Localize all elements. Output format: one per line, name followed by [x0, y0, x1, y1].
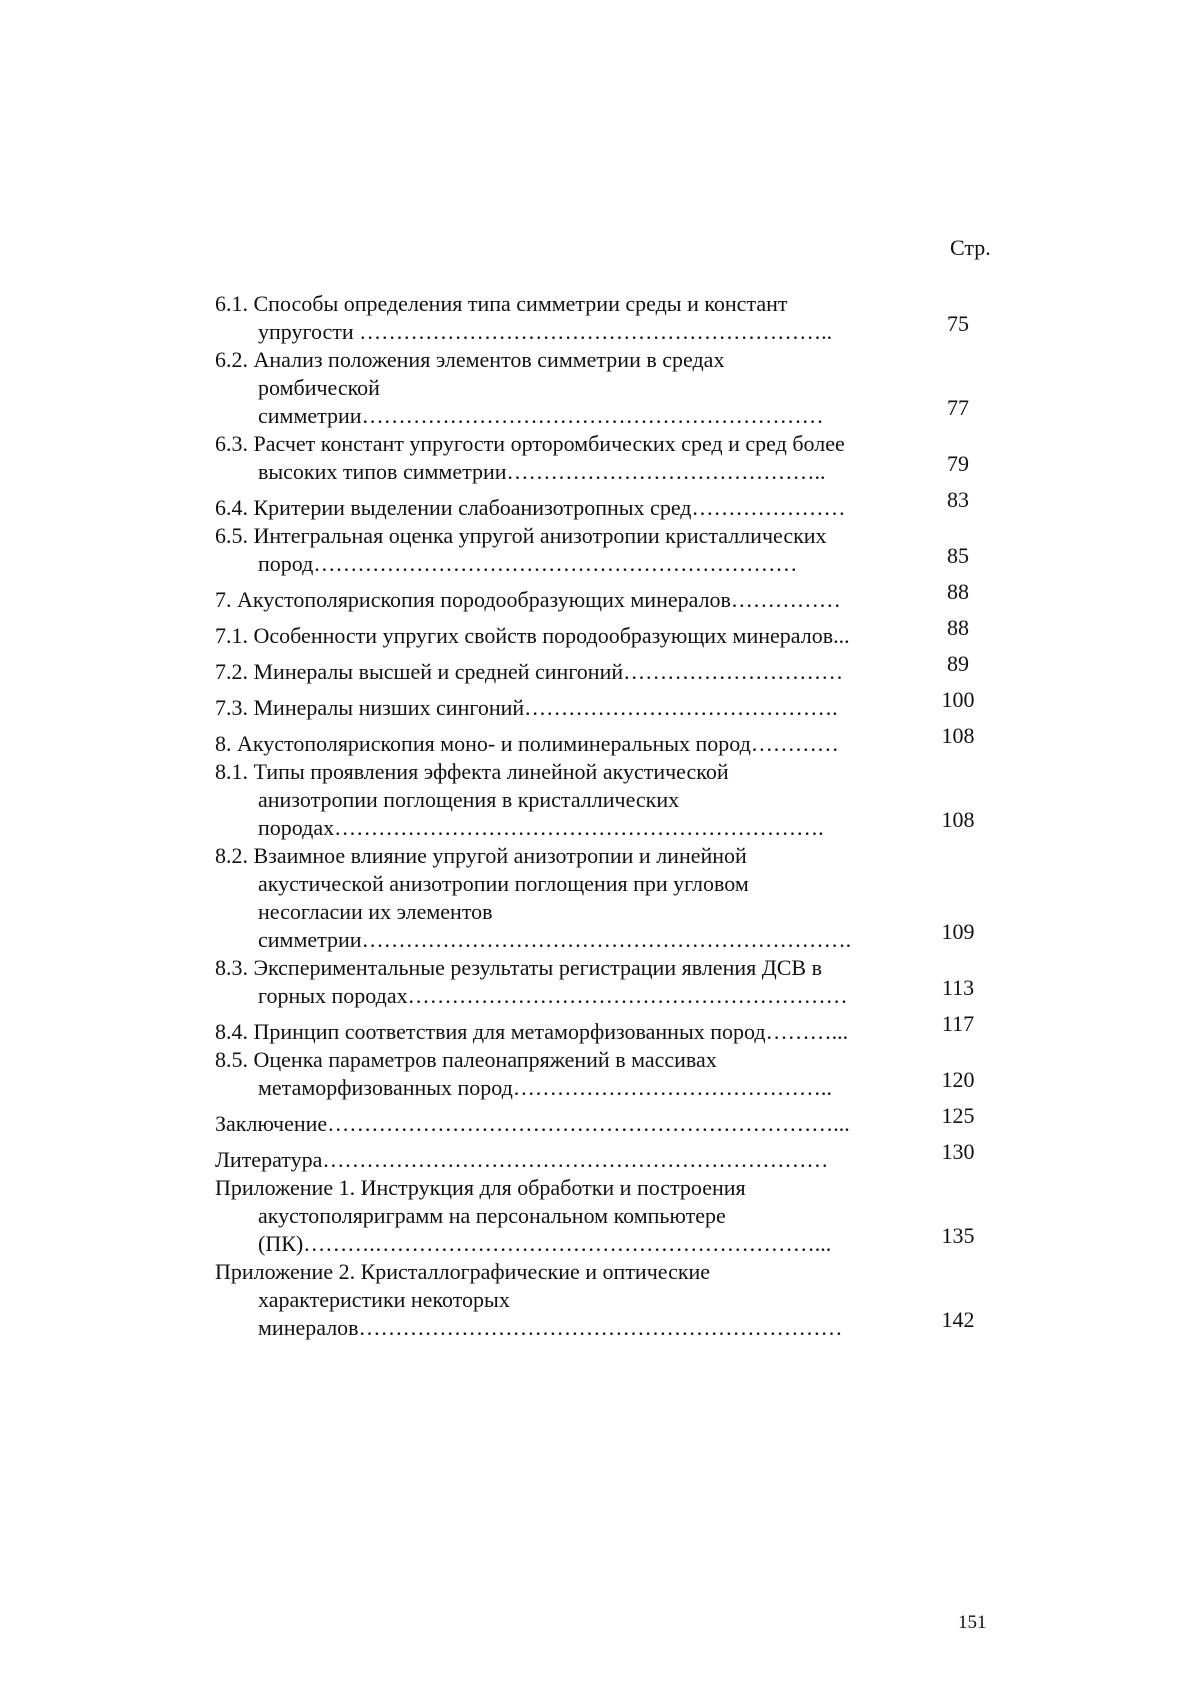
toc-entry-title — [215, 430, 915, 486]
toc-entry-line: горных породах…………………………………………………… — [258, 983, 848, 1008]
toc-entry-line: анизотропии поглощения в кристаллических — [258, 787, 680, 812]
toc-entry-title — [215, 522, 915, 578]
toc-entry — [215, 1174, 995, 1258]
toc-entry-line: 6.1. Способы определения типа симметрии среды и констант — [215, 291, 788, 316]
toc-entry-line: минералов………………………………………………………… — [258, 1315, 843, 1340]
toc-entry — [215, 650, 995, 686]
toc-entry-page: 108 — [941, 807, 975, 832]
toc-entry-page: 100 — [941, 687, 975, 712]
toc-entry-title — [215, 658, 915, 686]
table-of-contents — [215, 290, 995, 1342]
toc-entry-page: 117 — [941, 1011, 975, 1036]
toc-entry-page: 113 — [941, 975, 975, 1000]
toc-entry-line: упругости ……………………………………………………….. — [258, 319, 833, 344]
toc-entry-page: 79 — [947, 451, 969, 476]
toc-entry-line: акустополяриграмм на персональном компьютере — [258, 1203, 726, 1228]
toc-entry-title — [215, 1258, 915, 1342]
toc-entry-page: 125 — [941, 1103, 975, 1128]
toc-entry-title — [215, 586, 915, 614]
toc-entry-line: 6.4. Критерии выделении слабоанизотропных сред………………… — [215, 495, 846, 520]
toc-entry-title — [215, 842, 915, 954]
toc-entry — [215, 1102, 995, 1138]
toc-entry — [215, 578, 995, 614]
toc-entry-page: 89 — [947, 651, 969, 676]
toc-entry-page: 88 — [947, 579, 969, 604]
toc-entry — [215, 346, 995, 430]
toc-entry-line: 8.1. Типы проявления эффекта линейной акустической — [215, 759, 729, 784]
toc-entry — [215, 486, 995, 522]
toc-entry-line: 8. Акустополярископия моно- и полиминеральных пород………… — [215, 731, 839, 756]
toc-entry-line: характеристики некоторых — [258, 1287, 510, 1312]
toc-entry-line: ромбической — [258, 375, 380, 400]
toc-entry-line: 7.3. Минералы низших сингоний……………………………………. — [215, 695, 838, 720]
toc-entry-page: 77 — [947, 395, 969, 420]
toc-entry-title — [215, 1146, 915, 1174]
toc-entry-page: 108 — [941, 723, 975, 748]
toc-entry-line: метаморфизованных пород…………………………………….. — [258, 1075, 832, 1100]
toc-entry — [215, 722, 995, 758]
toc-entry-line: симметрии……………………………………………………… — [258, 403, 824, 428]
toc-entry-line: 7.1. Особенности упругих свойств породообразующих минералов... — [215, 623, 850, 648]
toc-entry-title — [215, 758, 915, 842]
toc-entry-page: 85 — [947, 543, 969, 568]
toc-entry — [215, 1138, 995, 1174]
toc-entry-line: 8.2. Взаимное влияние упругой анизотропии и линейной — [215, 843, 747, 868]
toc-entry — [215, 686, 995, 722]
toc-entry — [215, 1010, 995, 1046]
page-column-label: Стр. — [950, 235, 991, 260]
toc-entry-line: 7. Акустополярископия породообразующих минералов…………… — [215, 587, 841, 612]
page-number: 151 — [958, 1612, 987, 1633]
toc-entry-page: 109 — [941, 919, 975, 944]
toc-entry-line: 8.5. Оценка параметров палеонапряжений в массивах — [215, 1047, 717, 1072]
toc-entry-line: 6.2. Анализ положения элементов симметрии в средах — [215, 347, 725, 372]
toc-entry-title — [215, 494, 915, 522]
toc-entry-line: симметрии…………………………………………………………. — [258, 927, 852, 952]
toc-entry-line: 8.4. Принцип соответствия для метаморфизованных пород………... — [215, 1019, 849, 1044]
toc-entry-line: (ПК)……….……………………………………………………... — [258, 1231, 832, 1256]
toc-entry-title — [215, 1110, 915, 1138]
toc-entry — [215, 1046, 995, 1102]
toc-entry-line: породах…………………………………………………………. — [258, 815, 824, 840]
toc-entry — [215, 522, 995, 578]
toc-entry — [215, 430, 995, 486]
toc-entry-page: 120 — [941, 1067, 975, 1092]
toc-entry-page: 83 — [947, 487, 969, 512]
toc-entry-line: высоких типов симметрии…………………………………….. — [258, 459, 826, 484]
toc-entry — [215, 758, 995, 842]
toc-entry — [215, 842, 995, 954]
toc-entry — [215, 954, 995, 1010]
toc-entry-title — [215, 1046, 915, 1102]
toc-entry — [215, 1258, 995, 1342]
toc-entry-line: 7.2. Минералы высшей и средней сингоний………………………… — [215, 659, 844, 684]
toc-entry-line: акустической анизотропии поглощения при угловом — [258, 871, 749, 896]
toc-entry-title — [215, 694, 915, 722]
toc-entry — [215, 614, 995, 650]
toc-entry-line: 8.3. Экспериментальные результаты регистрации явления ДСВ в — [215, 955, 822, 980]
toc-entry-page: 135 — [941, 1223, 975, 1248]
toc-entry-title — [215, 1018, 915, 1046]
toc-entry-title — [215, 1174, 915, 1258]
toc-entry-page: 142 — [941, 1307, 975, 1332]
toc-entry-line: пород………………………………………………………… — [258, 551, 798, 576]
toc-entry-page: 130 — [941, 1139, 975, 1164]
toc-entry-line: 6.3. Расчет констант упругости орторомбических сред и сред более — [215, 431, 845, 456]
toc-entry-title — [215, 730, 915, 758]
toc-entry-line: Приложение 1. Инструкция для обработки и построения — [215, 1175, 746, 1200]
toc-entry-line: несогласии их элементов — [258, 899, 493, 924]
toc-entry-title — [215, 622, 915, 650]
toc-entry-line: Заключение……………………………………………………………... — [215, 1111, 850, 1136]
toc-entry-line: 6.5. Интегральная оценка упругой анизотропии кристаллических — [215, 523, 827, 548]
toc-entry-title — [215, 290, 915, 346]
toc-entry-title — [215, 346, 915, 430]
toc-entry-title — [215, 954, 915, 1010]
toc-entry — [215, 290, 995, 346]
toc-entry-line: Литература…………………………………………………………… — [215, 1147, 829, 1172]
toc-entry-page: 88 — [947, 615, 969, 640]
toc-entry-line: Приложение 2. Кристаллографические и оптические — [215, 1259, 711, 1284]
toc-entry-page: 75 — [947, 311, 969, 336]
